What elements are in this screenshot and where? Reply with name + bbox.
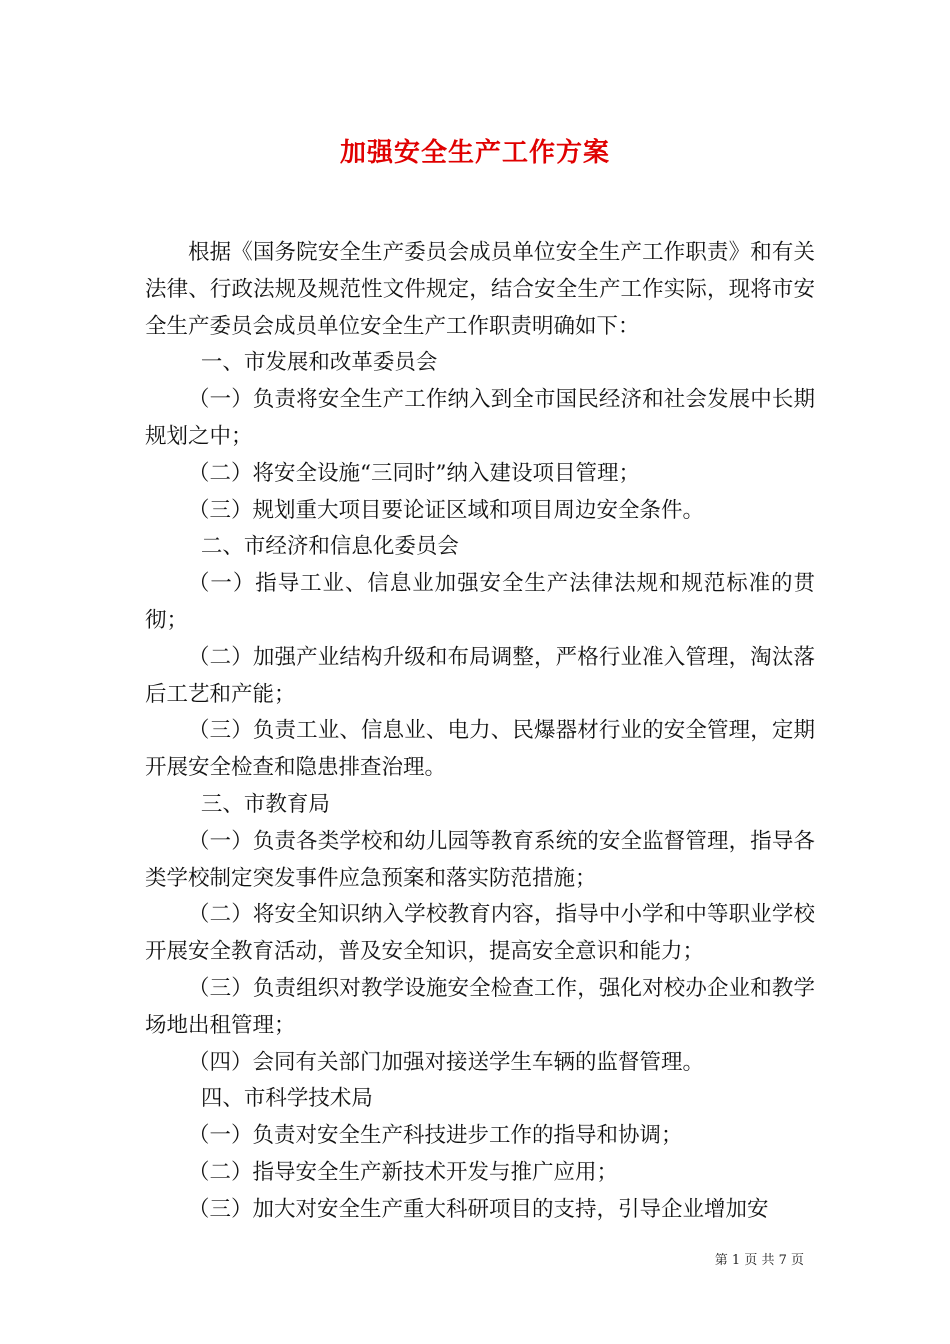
- section-heading: 三、市教育局: [200, 791, 330, 817]
- section-heading: 四、市科学技术局: [200, 1086, 373, 1112]
- list-item: （三）负责工业、信息业、电力、民爆器材行业的安全管理，定期开展安全检查和隐患排查治理。: [145, 718, 815, 781]
- list-item: （一）负责各类学校和幼儿园等教育系统的安全监督管理，指导各类学校制定突发事件应急预案和落实防范措施；: [145, 828, 815, 891]
- list-item: （一）指导工业、信息业加强安全生产法律法规和规范标准的贯彻；: [145, 571, 815, 633]
- intro-paragraph: 根据《国务院安全生产委员会成员单位安全生产工作职责》和有关法律、行政法规及规范性文件规定，结合安全生产工作实际，现将市安全生产委员会成员单位安全生产工作职责明确如下：: [145, 240, 815, 339]
- list-item: （二）加强产业结构升级和布局调整，严格行业准入管理，淘汰落后工艺和产能；: [145, 644, 815, 707]
- list-item: （一）负责对安全生产科技进步工作的指导和协调；: [188, 1123, 683, 1149]
- document-body: [145, 235, 815, 1229]
- list-item: （二）将安全知识纳入学校教育内容，指导中小学和中等职业学校开展安全教育活动，普及安全知识，提高安全意识和能力；: [145, 902, 815, 965]
- section-heading: 一、市发展和改革委员会: [200, 350, 438, 376]
- document-title: 加强安全生产工作方案: [339, 138, 610, 168]
- page-number: 第 1 页 共 7 页: [714, 1253, 804, 1268]
- list-item: （三）负责组织对教学设施安全检查工作，强化对校办企业和教学场地出租管理；: [145, 975, 815, 1038]
- section-heading: 二、市经济和信息化委员会: [200, 534, 459, 560]
- list-item: （三）加大对安全生产重大科研项目的支持，引导企业增加安: [188, 1196, 769, 1222]
- list-item: （四）会同有关部门加强对接送学生车辆的监督管理。: [188, 1049, 705, 1075]
- list-item: （二）将安全设施“三同时”纳入建设项目管理；: [188, 460, 640, 486]
- list-item: （一）负责将安全生产工作纳入到全市国民经济和社会发展中长期规划之中；: [145, 387, 815, 449]
- list-item: （二）指导安全生产新技术开发与推广应用；: [188, 1159, 619, 1185]
- list-item: （三）规划重大项目要论证区域和项目周边安全条件。: [188, 497, 705, 523]
